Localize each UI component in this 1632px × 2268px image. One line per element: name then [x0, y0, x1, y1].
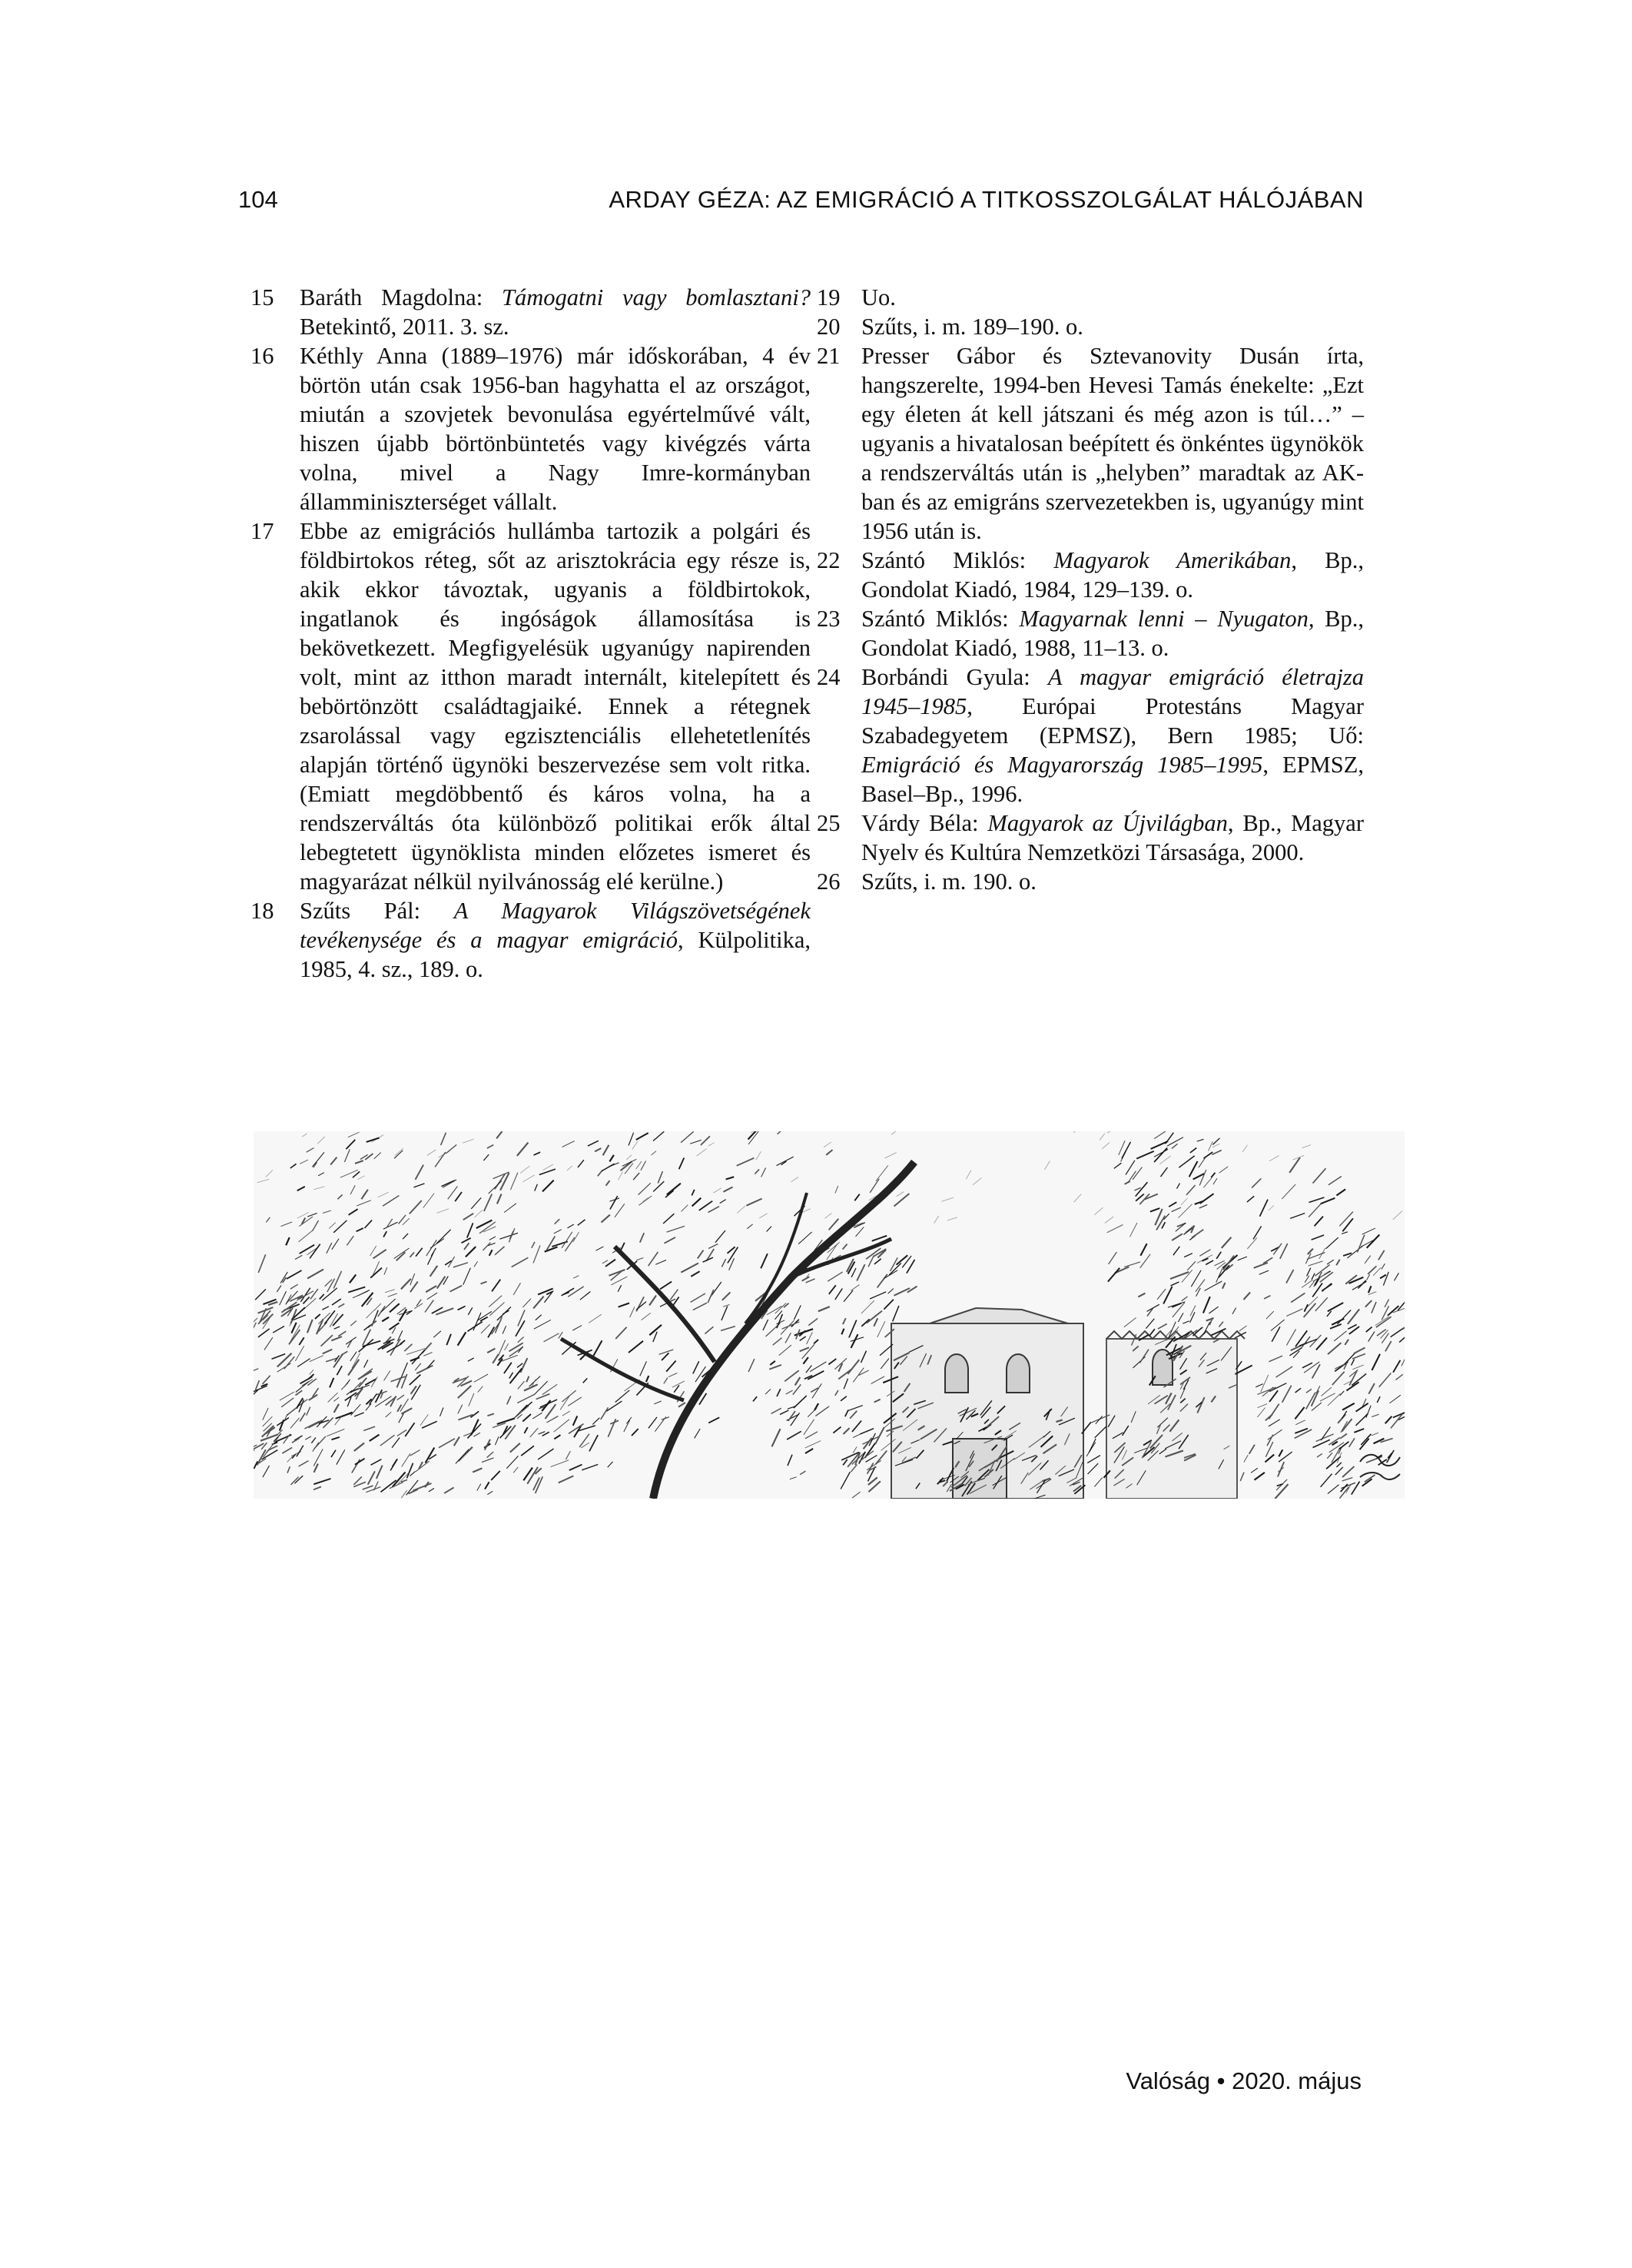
endnote-segment: Várdy Béla:	[861, 810, 988, 836]
endnote-segment: Szűts Pál:	[300, 898, 454, 924]
endnote-text	[300, 896, 811, 984]
endnote-title: Magyarok az Újvilágban	[987, 810, 1228, 836]
endnote-number: 15	[250, 284, 274, 310]
endnote-number: 16	[250, 343, 274, 369]
endnote	[246, 341, 811, 516]
endnote	[817, 546, 1364, 604]
endnote-text	[861, 312, 1364, 341]
journal-footer: Valóság • 2020. május	[1126, 2067, 1362, 2094]
running-header	[238, 186, 1364, 224]
endnote	[817, 867, 1364, 896]
endnote-segment: Bp., Gondolat Kiadó, 1988, 11–13. o.	[861, 606, 1365, 661]
endnote-text	[861, 867, 1364, 896]
endnote-text	[861, 809, 1364, 867]
endnote-text	[300, 283, 811, 341]
endnote-number: 19	[817, 284, 841, 310]
endnote	[817, 341, 1364, 546]
endnote-number: 23	[817, 606, 841, 632]
endnote-segment: , Külpolitika, 1985, 4. sz., 189. o.	[300, 927, 811, 982]
endnote-segment: Szántó Miklós:	[861, 547, 1054, 573]
endnote-number: 20	[817, 314, 841, 340]
endnote-segment: Baráth Magdolna:	[300, 284, 502, 310]
endnote-number: 26	[817, 868, 841, 895]
endnote-segment: Betekintő, 2011. 3. sz.	[300, 314, 509, 340]
endnote-segment: , EPMSZ, Basel–Bp., 1996.	[861, 752, 1364, 807]
castle-pen-drawing	[254, 1131, 1405, 1499]
endnote-segment: Ebbe az emigrációs hullámba tartozik a polgári és földbirtokos réteg, sőt az arisztokrácia egy része is, akik ekkor távoztak, ugyanis a földbirtokok, ingatlanok és ingóságok államosítása is bekövetkezett. Megfigyelésük ugyanúgy napirenden volt, mint az itthon maradt internált, kitelepített és bebörtönzött családtagjaiké. Ennek a rétegnek zsarolással vagy egzisztenciális ellehetetlenítés alapján történő ügynöki beszervezése sem volt ritka. (Emiatt megdöbbentő és káros volna, ha a rendszerváltás óta különböző politikai erők által lebegtetett ügynöklista minden előzetes ismeret és magyarázat nélkül nyilvánosság elé kerülne.)	[300, 518, 811, 895]
endnote-segment: Borbándi Gyula:	[861, 664, 1048, 690]
endnote-title: Emigráció és Magyarország 1985–1995	[861, 752, 1263, 778]
endnote	[817, 604, 1364, 662]
endnote-segment: , Bp., Gondolat Kiadó, 1984, 129–139. o.	[861, 547, 1365, 603]
endnote-text	[861, 283, 1364, 312]
endnote	[246, 283, 811, 341]
endnotes-right-column	[817, 283, 1364, 896]
running-title: ARDAY GÉZA: AZ EMIGRÁCIÓ A TITKOSSZOLGÁLAT HÁLÓJÁBAN	[609, 186, 1364, 213]
page-number: 104	[238, 186, 278, 213]
endnote	[817, 662, 1364, 809]
endnote-segment: Szűts, i. m. 190. o.	[861, 868, 1037, 895]
endnote-number: 21	[817, 343, 841, 369]
endnote-segment: Szűts, i. m. 189–190. o.	[861, 314, 1083, 340]
endnote-text	[861, 604, 1364, 662]
endnote-title: A Magyarok Világszövetségének tevékenysége és a magyar emigráció	[300, 898, 811, 953]
endnote-number: 18	[250, 898, 274, 924]
endnote-title: Magyarnak lenni – Nyugaton,	[1019, 606, 1315, 632]
endnote-title: Támogatni vagy bomlasztani?	[502, 284, 811, 310]
endnote-text	[861, 546, 1364, 604]
endnotes-left-column	[246, 283, 811, 984]
endnote	[817, 312, 1364, 341]
endnote	[246, 896, 811, 984]
endnote-title: Magyarok Amerikában	[1053, 547, 1292, 573]
endnote-text	[300, 516, 811, 896]
endnote-number: 22	[817, 547, 841, 573]
endnote-text	[300, 341, 811, 516]
endnote-title: A magyar emigráció életrajza 1945–1985	[861, 664, 1364, 719]
endnote-segment: , Bp., Magyar Nyelv és Kultúra Nemzetközi Társasága, 2000.	[861, 810, 1364, 865]
endnote-segment: Kéthly Anna (1889–1976) már időskorában, 4 év börtön után csak 1956-ban hagyhatta el az országot, miután a szovjetek bevonulása egyértelművé vált, hiszen újabb börtönbüntetés vagy kivégzés várta volna, mivel a Nagy Imre-kormányban államminiszterséget vállalt.	[300, 343, 811, 515]
endnote	[246, 516, 811, 896]
endnote-text	[861, 341, 1364, 546]
endnote-number: 17	[250, 518, 274, 544]
endnote-segment: Presser Gábor és Sztevanovity Dusán írta, hangszerelte, 1994-ben Hevesi Tamás énekelte: „Ezt egy életen át kell játszani és még azon is túl…” – ugyanis a hivatalosan beépített és önkéntes ügynökök a rendszerváltás után is „helyben” maradtak az AK-ban és az emigráns szervezetekben is, ugyanúgy mint 1956 után is.	[861, 343, 1364, 544]
endnote-segment: Uo.	[861, 284, 896, 310]
drawing-canvas	[254, 1131, 1405, 1499]
endnote	[817, 283, 1364, 312]
endnote	[817, 809, 1364, 867]
endnote-number: 24	[817, 664, 841, 690]
endnote-text	[861, 662, 1364, 809]
endnote-segment: Szántó Miklós:	[861, 606, 1020, 632]
endnote-segment: , Európai Protestáns Magyar Szabadegyetem (EPMSZ), Bern 1985; Uő:	[861, 693, 1364, 749]
endnote-number: 25	[817, 810, 841, 836]
